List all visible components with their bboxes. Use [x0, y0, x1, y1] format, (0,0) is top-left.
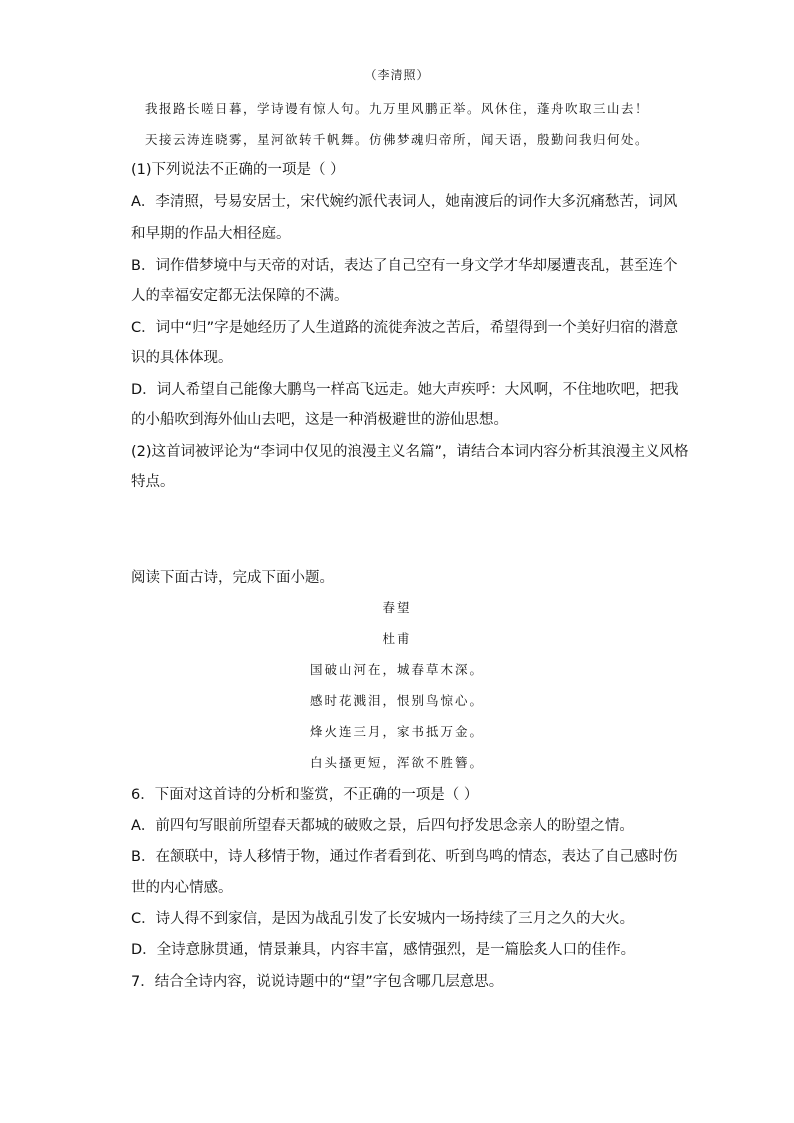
- q6-option-b-line-1: B．在颔联中，诗人移情于物，通过作者看到花、听到鸟鸣的情态，表达了自己感时伤: [131, 849, 678, 865]
- poem2-line: 白头搔更短，浑欲不胜簪。: [309, 755, 484, 770]
- option-c-line-2: 识的具体体现。: [131, 350, 233, 366]
- poem1-author: （李清照）: [364, 68, 430, 82]
- option-c-line-1: C．词中“归”字是她经历了人生道路的流徙奔波之苦后，希望得到一个美好归宿的潜意: [131, 320, 679, 336]
- option-a-line-2: 和早期的作品大相径庭。: [131, 226, 291, 242]
- poem1-line: 我报路长嗟日暮，学诗谩有惊人句。九万里风鹏正举。风休住，蓬舟吹取三山去！: [144, 101, 649, 116]
- q6-option-a: A．前四句写眼前所望春天都城的破败之景，后四句抒发思念亲人的盼望之情。: [131, 818, 634, 834]
- poem1-line: 天接云涛连晓雾，星河欲转千帆舞。仿佛梦魂归帝所，闻天语，殷勤问我归何处。: [144, 132, 649, 147]
- option-a-line-1: A．李清照，号易安居士，宋代婉约派代表词人，她南渡后的词作大多沉痛愁苦，词风: [131, 194, 678, 210]
- poem2-line: 国破山河在，城春草木深。: [309, 662, 484, 677]
- poem2-author: 杜甫: [382, 631, 412, 646]
- poem2-line: 感时花溅泪，恨别鸟惊心。: [309, 693, 484, 708]
- question-7: 7．结合全诗内容，说说诗题中的“望”字包含哪几层意思。: [131, 974, 504, 990]
- question-6-stem: 6．下面对这首诗的分析和鉴赏，不正确的一项是（ ）: [131, 787, 479, 803]
- option-d-line-1: D．词人希望自己能像大鹏鸟一样高飞远走。她大声疾呼：大风啊，不住地吹吧，把我: [131, 382, 679, 398]
- q6-option-c: C．诗人得不到家信，是因为战乱引发了长安城内一场持续了三月之久的大火。: [131, 911, 635, 927]
- option-b-line-2: 人的幸福安定都无法保障的不满。: [131, 288, 349, 304]
- option-b-line-1: B．词作借梦境中与天帝的对话，表达了自己空有一身文学才华却屡遭丧乱，甚至连个: [131, 258, 678, 274]
- poem2-title: 春望: [382, 600, 412, 615]
- reading-intro: 阅读下面古诗，完成下面小题。: [131, 570, 334, 586]
- q6-option-d: D．全诗意脉贯通，情景兼具，内容丰富，感情强烈，是一篇脍炙人口的佳作。: [131, 942, 636, 958]
- question-2-line-1: (2)这首词被评论为“李词中仅见的浪漫主义名篇”，请结合本词内容分析其浪漫主义风格: [131, 444, 689, 460]
- option-d-line-2: 的小船吹到海外仙山去吧，这是一种消极避世的游仙思想。: [131, 412, 508, 428]
- question-2-line-2: 特点。: [131, 474, 175, 490]
- question-1-stem: (1)下列说法不正确的一项是（ ）: [131, 162, 345, 178]
- poem2-line: 烽火连三月，家书抵万金。: [309, 724, 484, 739]
- q6-option-b-line-2: 世的内心情感。: [131, 880, 233, 896]
